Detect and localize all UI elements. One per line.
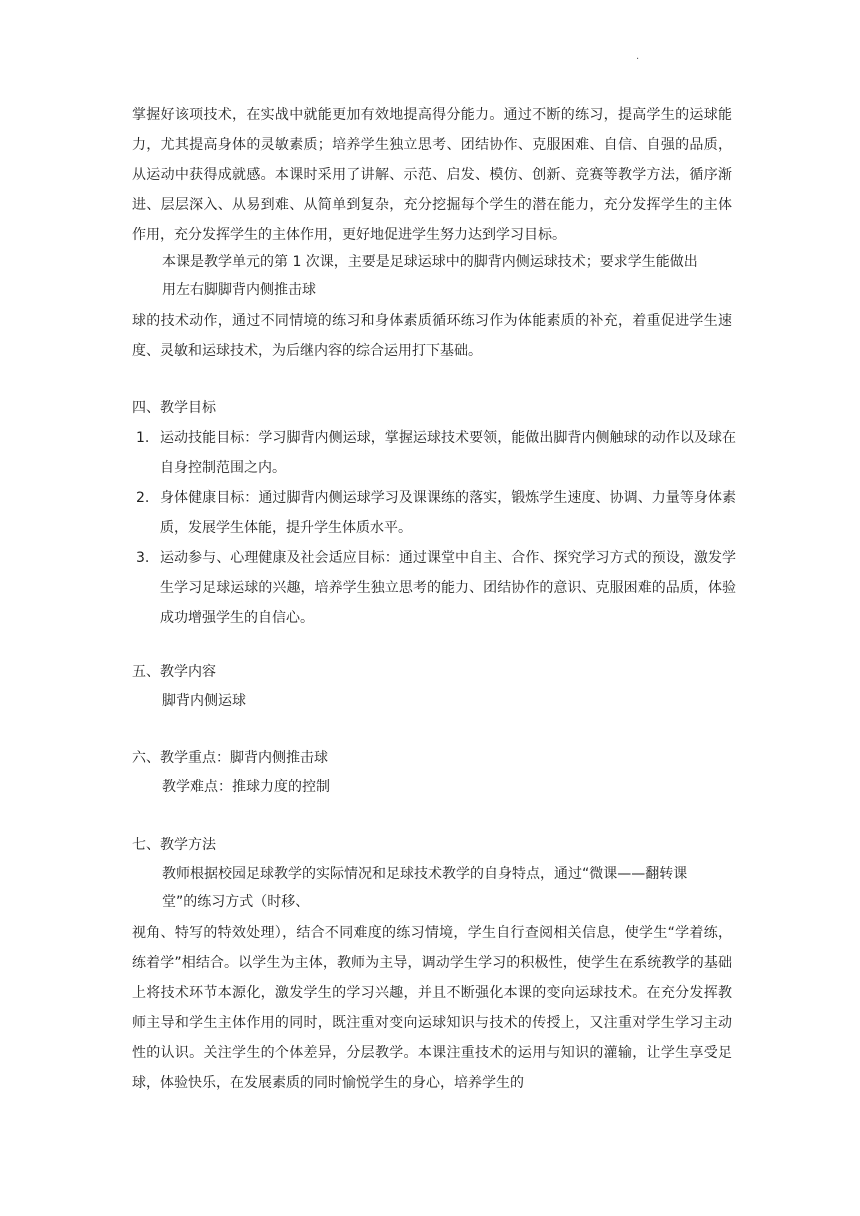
list-item-number: 1. <box>136 430 150 446</box>
section-heading-content: 五、教学内容 <box>132 664 216 680</box>
objectives-list <box>136 423 736 633</box>
list-item-text: 运动技能目标：学习脚背内侧运球，掌握运球技术要领，能做出脚背内侧触球的动作以及球在自身控制范围之内。 <box>160 430 736 476</box>
difficulty-text: 教学难点：推球力度的控制 <box>162 779 330 795</box>
list-item <box>136 423 736 483</box>
list-item-number: 3. <box>136 550 150 566</box>
paragraph-methods-line1: 教师根据校园足球教学的实际情况和足球技术教学的自身特点，通过“微课——翻转课 <box>162 866 688 882</box>
page-marker: · <box>636 54 640 65</box>
section-heading-key-points: 六、教学重点：脚背内侧推击球 <box>132 750 328 766</box>
paragraph-lesson-rest: 球的技术动作，通过不同情境的练习和身体素质循环练习作为体能素质的补充，着重促进学生速度、灵敏和运球技术，为后继内容的综合运用打下基础。 <box>132 313 732 359</box>
paragraph-intro: 掌握好该项技术，在实战中就能更加有效地提高得分能力。通过不断的练习，提高学生的运球能力，尤其提高身体的灵敏素质；培养学生独立思考、团结协作、克服困难、自信、自强的品质，从运动中获得成就感。本课时采用了讲解、示范、启发、模仿、创新、竞赛等教学方法，循序渐进、层层深入、从易到难、从简单到复杂，充分挖掘每个学生的潜在能力，充分发挥学生的主体作用，充分发挥学生的主体作用，更好地促进学生努力达到学习目标。 <box>132 107 732 243</box>
list-item-text: 身体健康目标：通过脚背内侧运球学习及课课练的落实，锻炼学生速度、协调、力量等身体素质，发展学生体能，提升学生体质水平。 <box>160 490 736 536</box>
list-item-text: 运动参与、心理健康及社会适应目标：通过课堂中自主、合作、探究学习方式的预设，激发学生学习足球运球的兴趣，培养学生独立思考的能力、团结协作的意识、克服困难的品质，体验成功增强学生的自信心。 <box>160 550 736 626</box>
section-heading-methods: 七、教学方法 <box>132 837 216 853</box>
paragraph-lesson-line2: 用左右脚脚背内侧推击球 <box>162 282 316 298</box>
paragraph-methods-line2: 堂”的练习方式（时移、 <box>162 894 310 910</box>
content-text: 脚背内侧运球 <box>162 693 246 709</box>
paragraph-methods-rest: 视角、特写的特效处理），结合不同难度的练习情境，学生自行查阅相关信息，使学生“学着练，练着学”相结合。以学生为主体，教师为主导，调动学生学习的积极性，使学生在系统教学的基础上将技术环节本源化，激发学生的学习兴趣，并且不断强化本课的变向运球技术。在充分发挥教师主导和学生主体作用的同时，既注重对变向运球知识与技术的传授上，又注重对学生学习主动性的认识。关注学生的个体差异，分层教学。本课注重技术的运用与知识的灌输，让学生享受足球，体验快乐，在发展素质的同时愉悦学生的身心，培养学生的 <box>132 925 732 1091</box>
list-item <box>136 483 736 543</box>
paragraph-lesson-line1: 本课是教学单元的第 1 次课，主要是足球运球中的脚背内侧运球技术；要求学生能做出 <box>162 254 698 270</box>
list-item-number: 2. <box>136 490 150 506</box>
section-heading-objectives: 四、教学目标 <box>132 400 216 416</box>
list-item <box>136 543 736 633</box>
